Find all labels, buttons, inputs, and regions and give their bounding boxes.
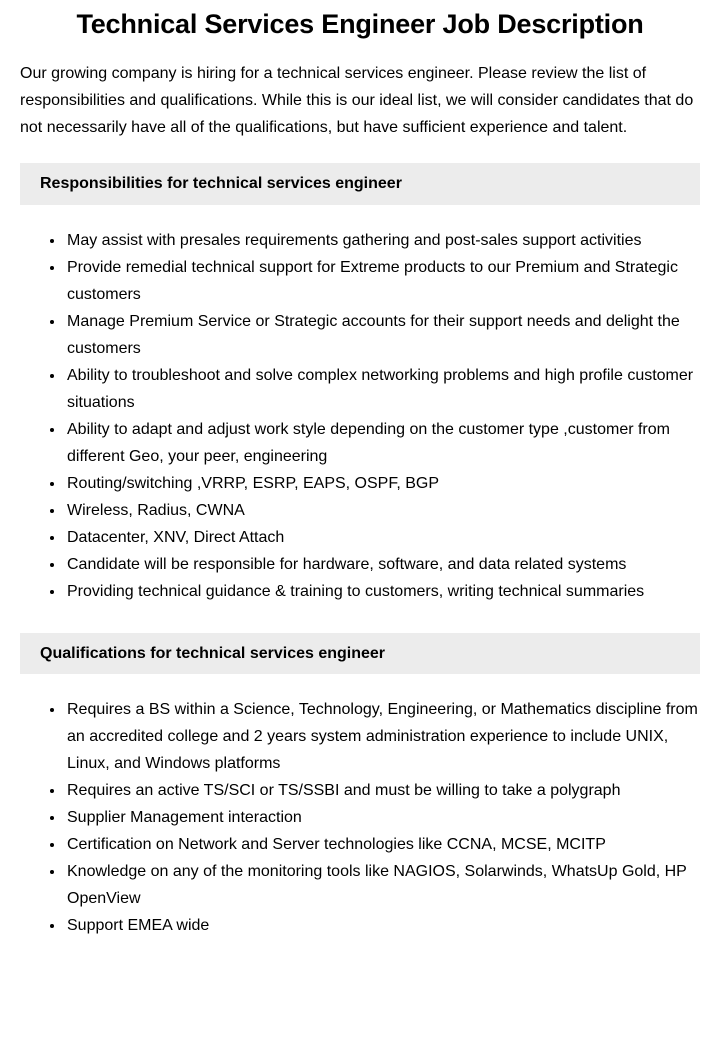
list-item: • Certification on Network and Server technologies like CCNA, MCSE, MCITP bbox=[65, 831, 700, 858]
responsibilities-section-header: Responsibilities for technical services engineer bbox=[20, 163, 700, 204]
intro-paragraph: Our growing company is hiring for a technical services engineer. Please review the list of responsibilities and qualifications. While this is our ideal list, we will consider candidates that do not necessarily have all of the qualifications, but have sufficient experience and talent. bbox=[20, 65, 694, 137]
list-item: • Provide remedial technical support for Extreme products to our Premium and Strategic customers bbox=[65, 254, 700, 308]
qualifications-list bbox=[20, 696, 700, 939]
list-item: • Knowledge on any of the monitoring tools like NAGIOS, Solarwinds, WhatsUp Gold, HP OpenView bbox=[65, 858, 700, 912]
qualifications-section-header: Qualifications for technical services engineer bbox=[20, 633, 700, 674]
list-item: • Ability to troubleshoot and solve complex networking problems and high profile customer situations bbox=[65, 362, 700, 416]
list-item: • Providing technical guidance & training to customers, writing technical summaries bbox=[65, 578, 700, 605]
list-item: • Manage Premium Service or Strategic accounts for their support needs and delight the customers bbox=[65, 308, 700, 362]
list-item: • May assist with presales requirements gathering and post-sales support activities bbox=[65, 227, 700, 254]
list-item: • Requires an active TS/SCI or TS/SSBI and must be willing to take a polygraph bbox=[65, 777, 700, 804]
list-item: • Candidate will be responsible for hardware, software, and data related systems bbox=[65, 551, 700, 578]
page-title: Technical Services Engineer Job Description bbox=[76, 9, 644, 39]
list-item: • Support EMEA wide bbox=[65, 912, 700, 939]
list-item: • Supplier Management interaction bbox=[65, 804, 700, 831]
list-item: • Datacenter, XNV, Direct Attach bbox=[65, 524, 700, 551]
responsibilities-list bbox=[20, 227, 700, 605]
list-item: • Ability to adapt and adjust work style depending on the customer type ,customer from different Geo, your peer, engineering bbox=[65, 416, 700, 470]
list-item: • Wireless, Radius, CWNA bbox=[65, 497, 700, 524]
list-item: • Requires a BS within a Science, Technology, Engineering, or Mathematics discipline from an accredited college and 2 years system administration experience to include UNIX, Linux, and Windows platforms bbox=[65, 696, 700, 777]
list-item: • Routing/switching ,VRRP, ESRP, EAPS, OSPF, BGP bbox=[65, 470, 700, 497]
